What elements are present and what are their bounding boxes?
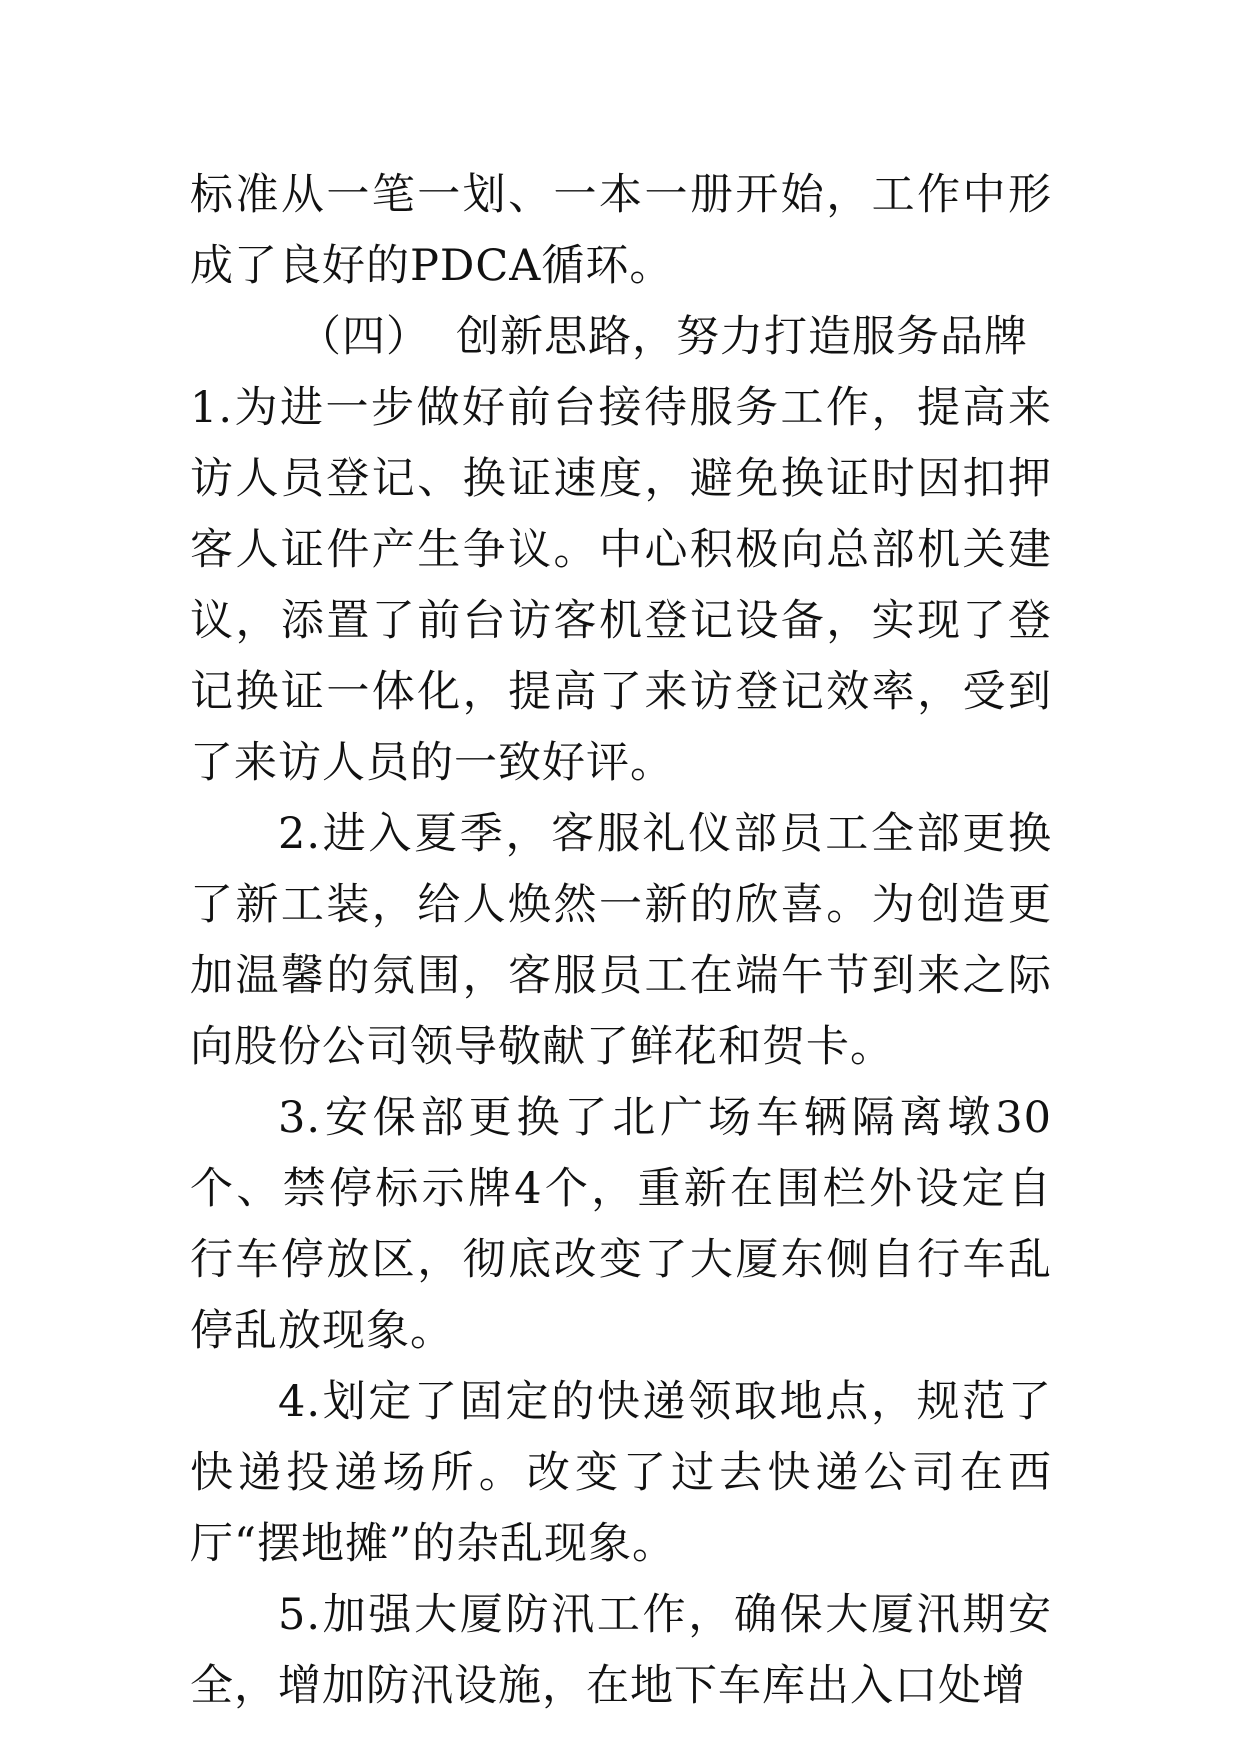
section-title: 创新思路，努力打造服务品牌: [456, 312, 1028, 362]
section-number: （四）: [298, 312, 430, 362]
paragraph-item-5: 5.加强大厦防汛工作，确保大厦汛期安全，增加防汛设施，在地下车库出入口处增: [190, 1590, 1052, 1711]
paragraph-item-1: 1.为进一步做好前台接待服务工作，提高来访人员登记、换证速度，避免换证时因扣押客人证件产生争议。中心积极向总部机关建议，添置了前台访客机登记设备，实现了登记换证一体化，提高了来访登记效率，受到了来访人员的一致好评。: [190, 383, 1052, 788]
section-heading: [190, 302, 1052, 373]
paragraph-continuation: 标准从一笔一划、一本一册开始，工作中形成了良好的PDCA循环。: [190, 170, 1052, 291]
paragraph-item-4: 4.划定了固定的快递领取地点，规范了快递投递场所。改变了过去快递公司在西厅“摆地摊”的杂乱现象。: [190, 1377, 1052, 1569]
document-body: [190, 160, 1052, 1722]
paragraph-item-2: 2.进入夏季，客服礼仪部员工全部更换了新工装，给人焕然一新的欣喜。为创造更加温馨的氛围，客服员工在端午节到来之际向股份公司领导敬献了鲜花和贺卡。: [190, 809, 1052, 1072]
paragraph-item-3: 3.安保部更换了北广场车辆隔离墩30个、禁停标示牌4个，重新在围栏外设定自行车停放区，彻底改变了大厦东侧自行车乱停乱放现象。: [190, 1093, 1052, 1356]
